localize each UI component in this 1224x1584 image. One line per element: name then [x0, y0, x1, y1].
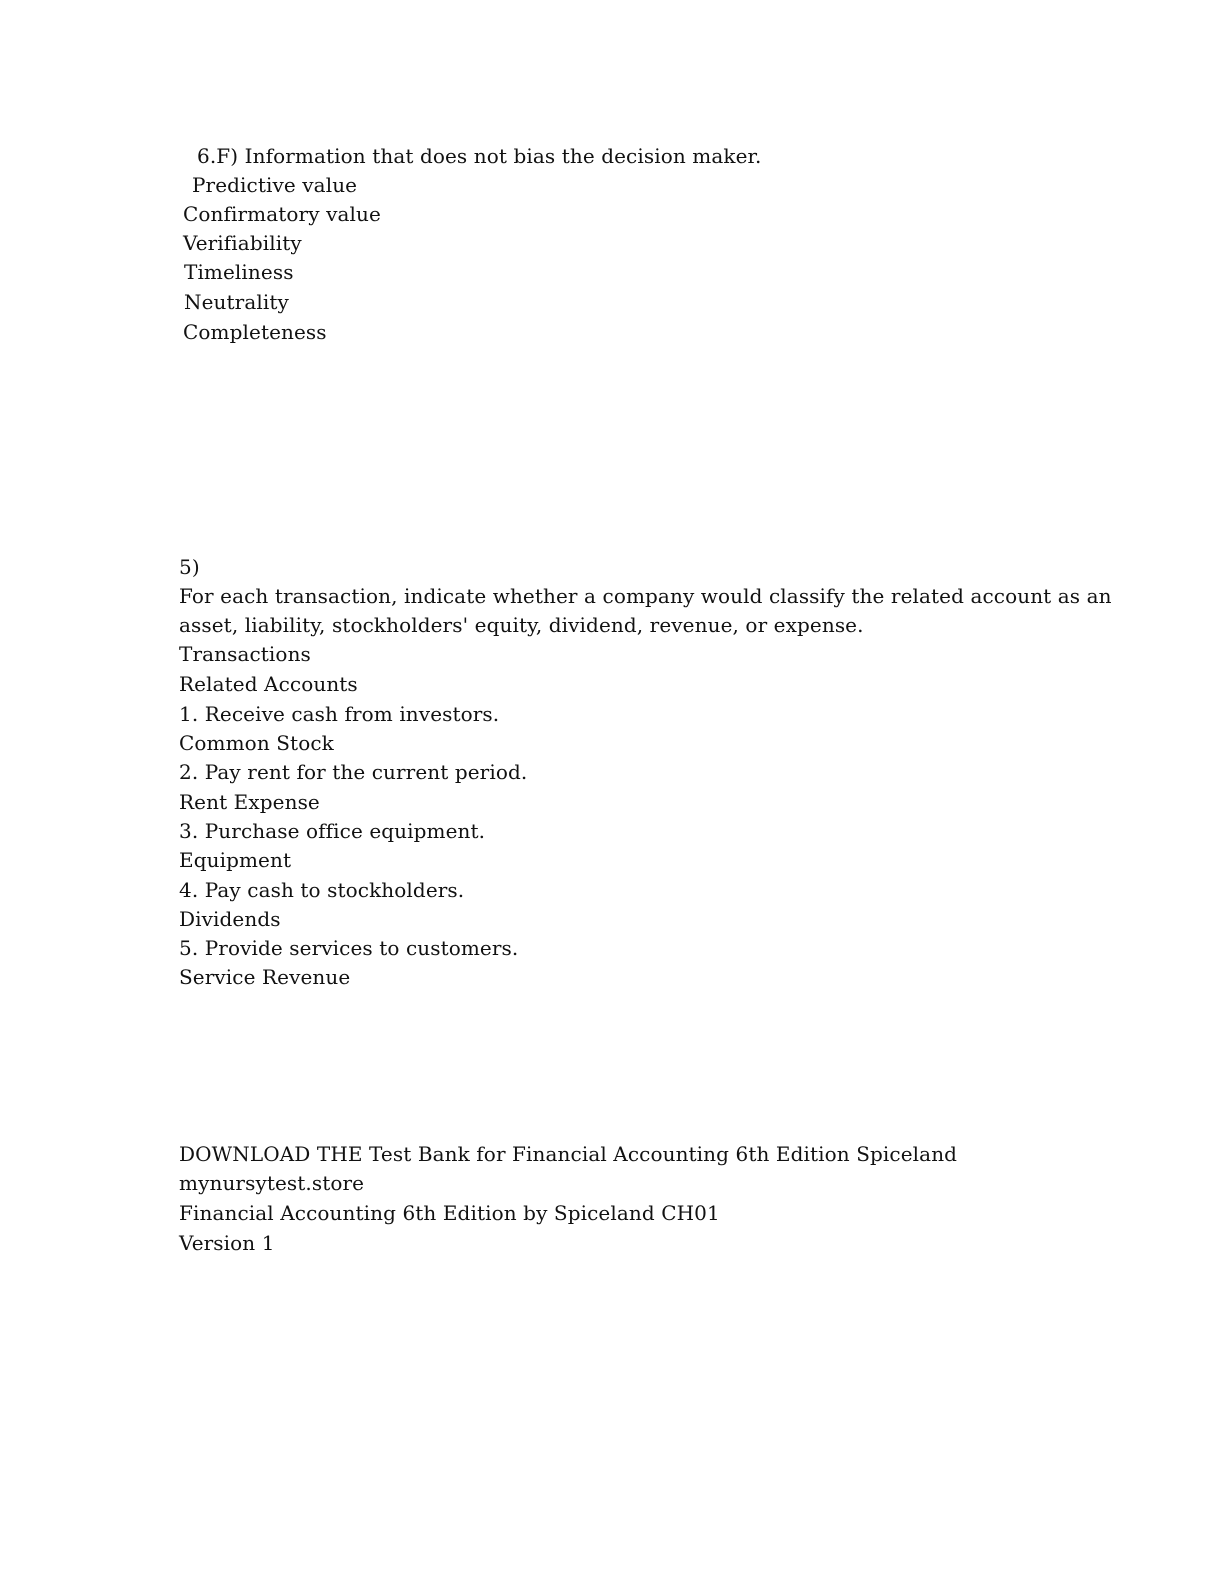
transaction-item: 2. Pay rent for the current period.	[179, 760, 528, 784]
transaction-item: 1. Receive cash from investors.	[179, 702, 500, 726]
account-item: Dividends	[179, 907, 281, 931]
related-accounts-header: Related Accounts	[179, 672, 358, 696]
question-5-prompt-line2: asset, liability, stockholders' equity, dividend, revenue, or expense.	[179, 613, 864, 637]
question-5-prompt-line1: For each transaction, indicate whether a company would classify the related account as an	[179, 584, 1112, 608]
question-5-number: 5)	[179, 555, 200, 579]
site-line: mynursytest.store	[179, 1171, 365, 1195]
option-timeliness: Timeliness	[184, 260, 294, 284]
transaction-item: 4. Pay cash to stockholders.	[179, 878, 465, 902]
transaction-item: 5. Provide services to customers.	[179, 936, 519, 960]
account-item: Service Revenue	[179, 965, 351, 989]
option-verifiability: Verifiability	[183, 231, 302, 255]
transactions-header: Transactions	[179, 642, 311, 666]
question-6f-text: 6.F) Information that does not bias the decision maker.	[197, 144, 762, 168]
book-line: Financial Accounting 6th Edition by Spiceland CH01	[179, 1201, 720, 1225]
transaction-item: 3. Purchase office equipment.	[179, 819, 486, 843]
option-predictive-value: Predictive value	[192, 173, 358, 197]
version-line: Version 1	[179, 1231, 275, 1255]
account-item: Common Stock	[179, 731, 334, 755]
option-completeness: Completeness	[183, 320, 327, 344]
account-item: Equipment	[179, 848, 292, 872]
option-neutrality: Neutrality	[184, 290, 289, 314]
option-confirmatory-value: Confirmatory value	[183, 202, 381, 226]
download-line: DOWNLOAD THE Test Bank for Financial Accounting 6th Edition Spiceland	[179, 1142, 958, 1166]
account-item: Rent Expense	[179, 790, 320, 814]
